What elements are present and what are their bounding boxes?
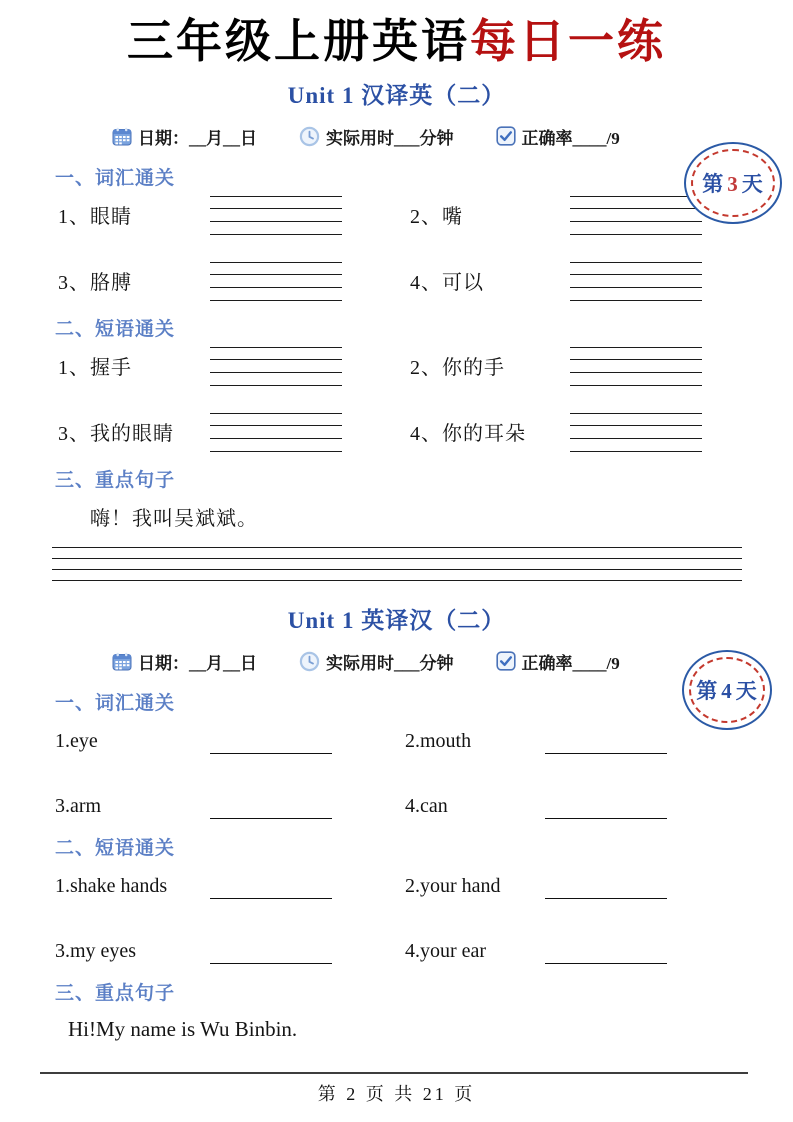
- blank-line: [210, 939, 332, 964]
- blank-line: [210, 794, 332, 819]
- section1-meta-row: [112, 124, 793, 149]
- page-number-footer: 第 2 页 共 21 页: [317, 1084, 476, 1104]
- section2-date-field: [112, 649, 257, 674]
- section1-date-field: [112, 124, 257, 149]
- phrase-item-label: 3、我的眼睛: [58, 423, 174, 446]
- section2-vocab-heading: 一、词汇通关: [55, 692, 176, 714]
- phrase-item-label: 4、你的耳朵: [410, 423, 526, 446]
- sentence-answer-line: [40, 1072, 748, 1074]
- day-4-badge-number: 4: [721, 679, 733, 703]
- section1-sentence-text: 嗨！我叫吴斌斌。: [90, 507, 258, 530]
- checkbox-icon: [496, 651, 516, 671]
- answer-lines: [570, 413, 702, 451]
- section1-heading: Unit 1 汉译英（二）: [287, 82, 506, 108]
- day-4-badge-text: 第 4 天: [696, 679, 758, 703]
- vocab-item-label: 3、胳膊: [58, 272, 132, 295]
- section2-time-label: 实际用时___分钟: [326, 653, 454, 673]
- answer-lines: [570, 347, 702, 385]
- vocab-item-label: 2.mouth: [405, 729, 472, 752]
- phrase-item-label: 2、你的手: [410, 357, 505, 380]
- vocab-item-label: 4.can: [405, 794, 448, 817]
- vocab-item-label: 3.arm: [55, 794, 102, 817]
- section2-accuracy-label: 正确率____/9: [521, 653, 620, 673]
- section2-date-label: 日期：__月__日: [138, 653, 257, 673]
- clock-icon: [299, 651, 320, 672]
- section1-accuracy-label: 正确率____/9: [521, 128, 620, 148]
- answer-lines: [210, 347, 342, 385]
- page-title: [0, 0, 793, 69]
- calendar-icon: [112, 127, 132, 146]
- section1-vocab-heading: 一、词汇通关: [55, 167, 176, 189]
- phrase-item-label: 4.your ear: [405, 939, 487, 962]
- vocab-item-label: 1.eye: [55, 729, 98, 752]
- clock-icon: [299, 126, 320, 147]
- section2-time-field: [299, 649, 454, 674]
- section2-accuracy-field: [496, 649, 620, 674]
- vocab-item-label: 4、可以: [410, 272, 484, 295]
- blank-line: [545, 874, 667, 899]
- vocab-item-label: 2、嘴: [410, 206, 463, 229]
- day-4-badge: [682, 650, 772, 730]
- blank-line: [545, 729, 667, 754]
- checkbox-icon: [496, 126, 516, 146]
- calendar-icon: [112, 652, 132, 671]
- day-3-badge: [684, 142, 782, 224]
- section1-time-field: [299, 124, 454, 149]
- day-3-badge-number: 3: [727, 172, 739, 196]
- answer-lines: [570, 262, 702, 300]
- answer-lines: [210, 413, 342, 451]
- phrase-item-label: 1.shake hands: [55, 874, 168, 897]
- section2-vocab-grid: [55, 729, 793, 819]
- section1-accuracy-field: [496, 124, 620, 149]
- page-title-red: 每日一练: [470, 16, 666, 67]
- section1-phrase-grid: [58, 347, 793, 451]
- answer-lines: [210, 196, 342, 234]
- blank-line: [210, 874, 332, 899]
- section1-phrase-heading: 二、短语通关: [55, 318, 176, 340]
- page-title-black: 三年级上册英语: [127, 16, 470, 67]
- vocab-item-label: 1、眼睛: [58, 206, 132, 229]
- section1-vocab-grid: [58, 196, 793, 300]
- section2-phrase-grid: [55, 874, 793, 964]
- section1-date-label: 日期：__月__日: [138, 128, 257, 148]
- section1-sentence-heading: 三、重点句子: [55, 469, 176, 491]
- section2-sentence-heading: 三、重点句子: [55, 982, 176, 1004]
- day-3-badge-text: 第 3 天: [702, 172, 764, 196]
- section2-sentence-text: Hi!My name is Wu Binbin.: [68, 1016, 298, 1041]
- blank-line: [210, 729, 332, 754]
- phrase-item-label: 3.my eyes: [55, 939, 137, 962]
- section1-time-label: 实际用时___分钟: [326, 128, 454, 148]
- sentence-answer-lines: [52, 547, 742, 580]
- phrase-item-label: 2.your hand: [405, 874, 501, 897]
- answer-lines: [210, 262, 342, 300]
- blank-line: [545, 794, 667, 819]
- section2-heading: Unit 1 英译汉（二）: [287, 607, 506, 633]
- blank-line: [545, 939, 667, 964]
- phrase-item-label: 1、握手: [58, 357, 132, 380]
- section2-phrase-heading: 二、短语通关: [55, 837, 176, 859]
- answer-lines: [570, 196, 702, 234]
